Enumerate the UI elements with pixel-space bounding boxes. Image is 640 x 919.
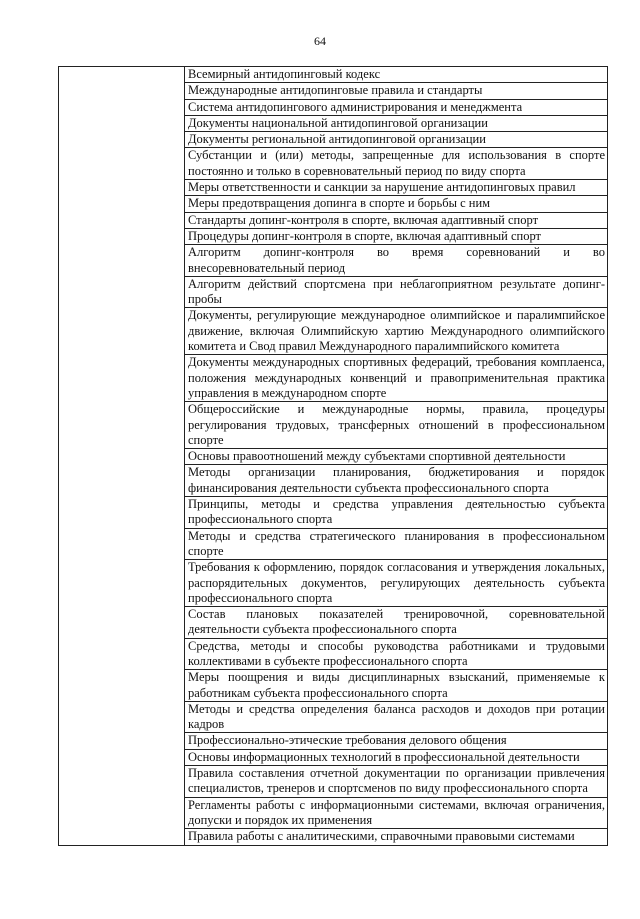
table-cell: Процедуры допинг-контроля в спорте, включая адаптивный спорт bbox=[185, 228, 608, 244]
table-cell: Международные антидопинговые правила и стандарты bbox=[185, 83, 608, 99]
table-cell: Основы правоотношений между субъектами спортивной деятельности bbox=[185, 449, 608, 465]
table-cell: Методы и средства стратегического планирования в профессиональном спорте bbox=[185, 528, 608, 560]
table-cell: Состав плановых показателей тренировочной, соревновательной деятельности субъекта профессионального спорта bbox=[185, 607, 608, 639]
table-cell: Система антидопингового администрирования и менеджмента bbox=[185, 99, 608, 115]
table-cell: Требования к оформлению, порядок согласования и утверждения локальных, распорядительных документов, регулирующих деятельность субъекта профессионального спорта bbox=[185, 560, 608, 607]
table-cell: Профессионально-этические требования делового общения bbox=[185, 733, 608, 749]
table-row bbox=[59, 67, 608, 83]
table-cell: Алгоритм действий спортсмена при неблагоприятном результате допинг-пробы bbox=[185, 276, 608, 308]
table-cell: Стандарты допинг-контроля в спорте, включая адаптивный спорт bbox=[185, 212, 608, 228]
table-cell: Общероссийские и международные нормы, правила, процедуры регулирования трудовых, трансферных отношений в профессиональном спорте bbox=[185, 402, 608, 449]
knowledge-table bbox=[58, 66, 608, 846]
table-body bbox=[59, 67, 608, 846]
page-number: 64 bbox=[314, 34, 326, 48]
table-cell: Всемирный антидопинговый кодекс bbox=[185, 67, 608, 83]
table-cell: Регламенты работы с информационными системами, включая ограничения, допуски и порядок их применения bbox=[185, 797, 608, 829]
table-cell: Меры ответственности и санкции за нарушение антидопинговых правил bbox=[185, 180, 608, 196]
table-cell: Документы региональной антидопинговой организации bbox=[185, 132, 608, 148]
table-cell: Документы, регулирующие международное олимпийское и паралимпийское движение, включая Олимпийскую хартию Международного олимпийского комитета и Свод правил Международного паралимпийского комитета bbox=[185, 308, 608, 355]
table-cell: Меры предотвращения допинга в спорте и борьбы с ним bbox=[185, 196, 608, 212]
table-cell: Методы организации планирования, бюджетирования и порядок финансирования деятельности субъекта профессионального спорта bbox=[185, 465, 608, 497]
merged-label-cell bbox=[59, 67, 185, 846]
table-cell: Алгоритм допинг-контроля во время соревнований и во внесоревновательный период bbox=[185, 245, 608, 277]
table-cell: Правила работы с аналитическими, справочными правовыми системами bbox=[185, 829, 608, 845]
table-cell: Основы информационных технологий в профессиональной деятельности bbox=[185, 749, 608, 765]
table-cell: Субстанции и (или) методы, запрещенные для использования в спорте постоянно и только в соревновательный период по виду спорта bbox=[185, 148, 608, 180]
table-cell: Средства, методы и способы руководства работниками и трудовыми коллективами в субъекте профессионального спорта bbox=[185, 638, 608, 670]
table-cell: Документы международных спортивных федераций, требования комплаенса, положения международных конвенций и правоприменительная практика управления в международном спорте bbox=[185, 355, 608, 402]
table-cell: Принципы, методы и средства управления деятельностью субъекта профессионального спорта bbox=[185, 497, 608, 529]
table-cell: Меры поощрения и виды дисциплинарных взысканий, применяемые к работникам субъекта профессионального спорта bbox=[185, 670, 608, 702]
table-cell: Правила составления отчетной документации по организации привлечения специалистов, тренеров и спортсменов по виду профессионального спорта bbox=[185, 766, 608, 798]
table-cell: Документы национальной антидопинговой организации bbox=[185, 115, 608, 131]
table-cell: Методы и средства определения баланса расходов и доходов при ротации кадров bbox=[185, 701, 608, 733]
